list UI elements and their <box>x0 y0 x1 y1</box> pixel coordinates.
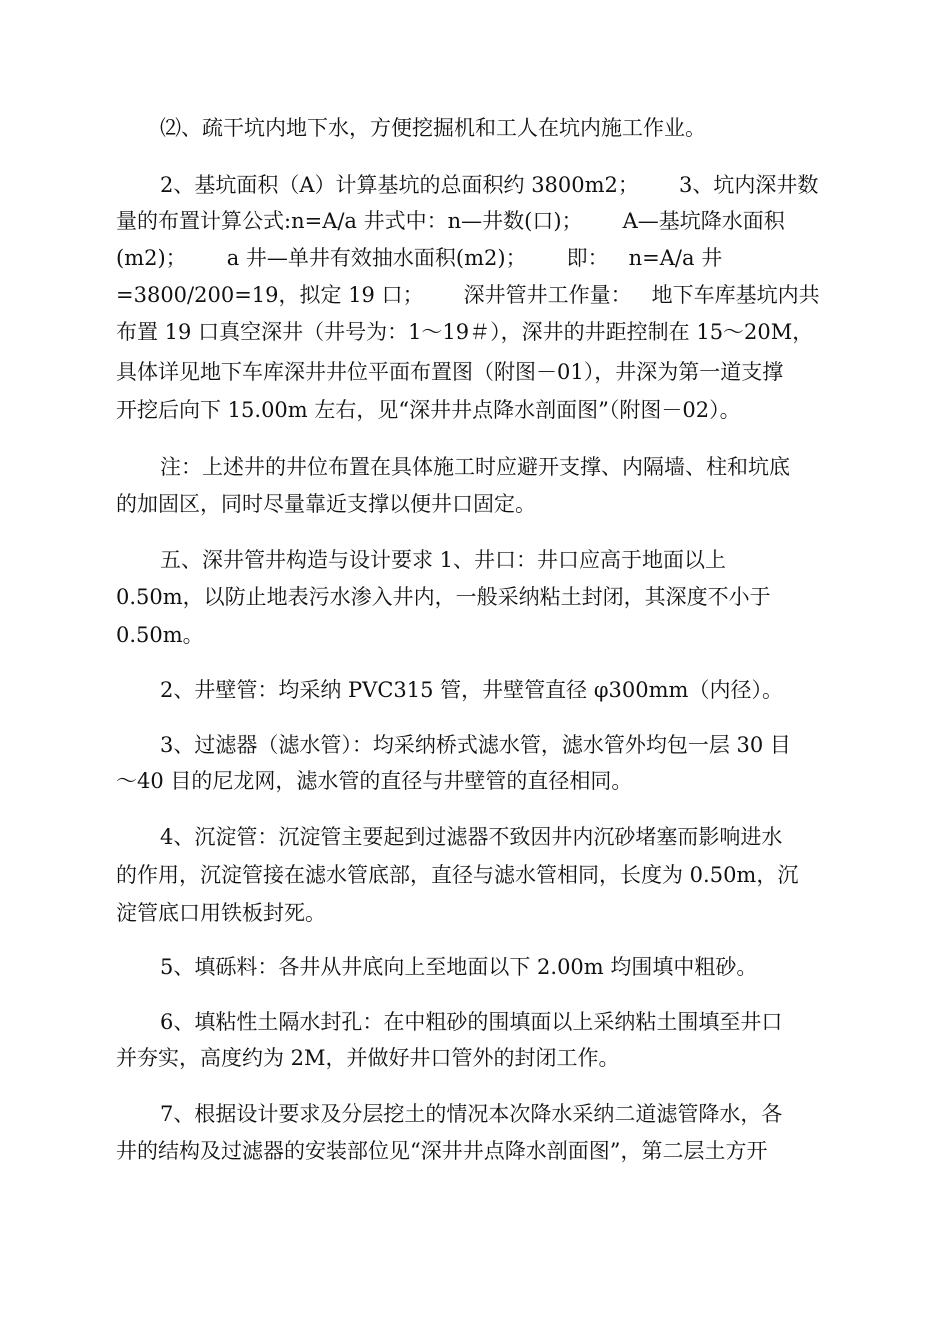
text-line: 0.50m。 <box>116 623 204 647</box>
text-line: 4、沉淀管：沉淀管主要起到过滤器不致因井内沉砂堵塞而影响进水 <box>160 825 783 849</box>
text-line: 注：上述井的井位布置在具体施工时应避开支撑、内隔墙、柱和坑底 <box>160 455 790 479</box>
text-line: 量的布置计算公式:n=A/a 井式中：n—井数(口)； A—基坑降水面积 <box>116 209 785 233</box>
text-line: 并夯实，高度约为 2M，并做好井口管外的封闭工作。 <box>116 1046 620 1070</box>
text-line: 0.50m，以防止地表污水渗入井内，一般采纳粘土封闭，其深度不小于 <box>116 585 771 609</box>
text-line: (m2)； a 井—单井有效抽水面积(m2)； 即： n=A/a 井 <box>116 246 723 270</box>
text-line: 5、填砾料：各井从井底向上至地面以下 2.00m 均围填中粗砂。 <box>160 955 758 979</box>
text-line: 3、过滤器（滤水管）：均采纳桥式滤水管，滤水管外均包一层 30 目 <box>160 733 791 757</box>
text-line: 的加固区，同时尽量靠近支撑以便井口固定。 <box>116 492 536 516</box>
text-line: 7、根据设计要求及分层挖土的情况本次降水采纳二道滤管降水，各 <box>160 1102 783 1126</box>
text-line: 淀管底口用铁板封死。 <box>116 901 326 925</box>
text-line: 布置 19 口真空深井（井号为：1～19＃），深井的井距控制在 15～20M， <box>116 320 814 344</box>
text-line: ⑵、疏干坑内地下水，方便挖掘机和工人在坑内施工作业。 <box>160 116 706 140</box>
text-line: 五、深井管井构造与设计要求 1、井口：井口应高于地面以上 <box>160 548 727 572</box>
text-line: 2、井壁管：均采纳 PVC315 管，井壁管直径 φ300mm（内径）。 <box>160 678 783 702</box>
text-line: 井的结构及过滤器的安装部位见“深井井点降水剖面图”，第二层土方开 <box>116 1139 768 1163</box>
text-line: 开挖后向下 15.00m 左右，见“深井井点降水剖面图”（附图－02）。 <box>116 398 741 422</box>
text-line: =3800/200=19，拟定 19 口； 深井管井工作量： 地下车库基坑内共 <box>116 283 820 307</box>
text-line: ～40 目的尼龙网，滤水管的直径与井壁管的直径相同。 <box>116 769 633 793</box>
text-line: 具体详见地下车库深井井位平面布置图（附图－01），井深为第一道支撑 <box>116 360 784 384</box>
text-line: 的作用，沉淀管接在滤水管底部，直径与滤水管相同，长度为 0.50m，沉 <box>116 863 799 887</box>
text-line: 2、基坑面积（A）计算基坑的总面积约 3800m2； 3、坑内深井数 <box>160 173 819 197</box>
text-line: 6、填粘性土隔水封孔：在中粗砂的围填面以上采纳粘土围填至井口 <box>160 1010 783 1034</box>
